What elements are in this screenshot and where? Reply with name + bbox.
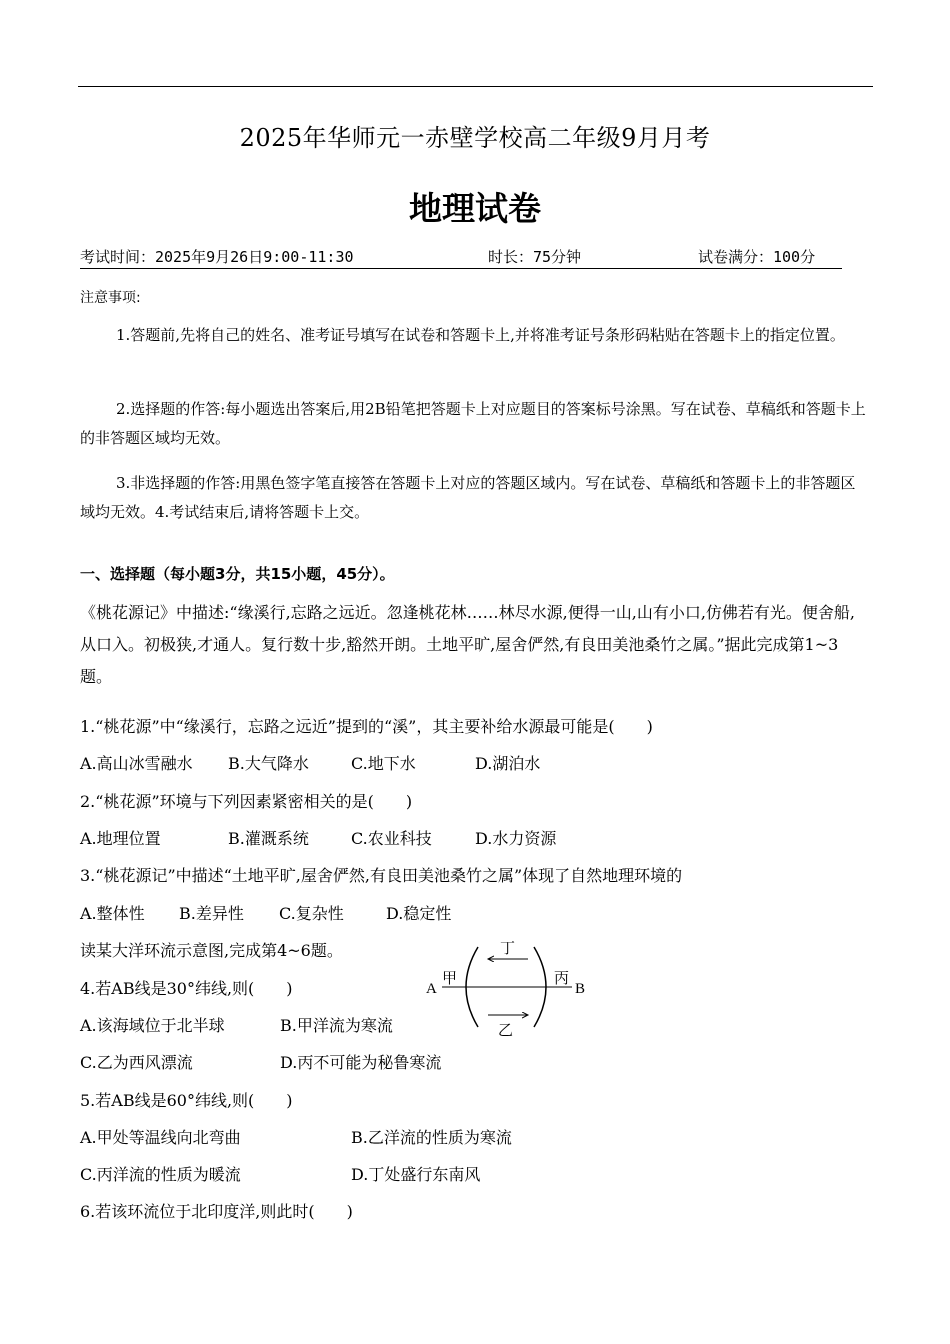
question-1-stem: 1.“桃花源”中“缘溪行，忘路之远近”提到的“溪”，其主要补给水源最可能是( ) xyxy=(80,717,653,736)
q3-option-c: C.复杂性 xyxy=(279,904,344,923)
q5-option-b: B.乙洋流的性质为寒流 xyxy=(351,1128,512,1147)
label-bing: 丙 xyxy=(554,971,570,987)
notice-heading: 注意事项: xyxy=(80,290,141,306)
q3-option-d: D.稳定性 xyxy=(386,904,452,923)
top-rule xyxy=(78,86,873,87)
exam-title: 2025年华师元一赤壁学校高二年级9月月考 xyxy=(239,124,711,152)
q5-option-d: D.丁处盛行东南风 xyxy=(351,1165,481,1184)
q1-option-d: D.湖泊水 xyxy=(475,754,541,773)
ocean-circulation-diagram xyxy=(420,935,600,1045)
question-3-stem: 3.“桃花源记”中描述“土地平旷,屋舍俨然,有良田美池桑竹之属”体现了自然地理环境的 xyxy=(80,866,683,885)
subject-title: 地理试卷 xyxy=(409,189,541,228)
q2-option-d: D.水力资源 xyxy=(475,829,557,848)
q3-option-b: B.差异性 xyxy=(179,904,244,923)
intro-questions-4-6: 读某大洋环流示意图,完成第4~6题。 xyxy=(80,941,343,960)
label-b: B xyxy=(575,981,586,997)
label-ding: 丁 xyxy=(500,941,516,957)
label-jia: 甲 xyxy=(442,971,458,987)
notice-item-1: 1.答题前,先将自己的姓名、准考证号填写在试卷和答题卡上,并将准考证号条形码粘贴在答题卡上的指定位置。 xyxy=(116,326,845,344)
question-2-stem: 2.“桃花源”环境与下列因素紧密相关的是( ) xyxy=(80,792,413,811)
exam-info-line xyxy=(80,246,842,269)
exam-duration: 时长：75分钟 xyxy=(488,248,582,266)
q4-option-b: B.甲洋流为寒流 xyxy=(280,1016,393,1035)
label-a: A xyxy=(426,981,437,997)
notice-item-3: 3.非选择题的作答:用黑色签字笔直接答在答题卡上对应的答题区域内。写在试卷、草稿纸和答题卡上的非答题区域均无效。4.考试结束后,请将答题卡上交。 xyxy=(80,474,856,521)
q1-option-c: C.地下水 xyxy=(351,754,416,773)
q5-option-a: A.甲处等温线向北弯曲 xyxy=(80,1128,241,1147)
q4-option-c: C.乙为西风漂流 xyxy=(80,1053,193,1072)
q4-option-a: A.该海域位于北半球 xyxy=(80,1016,225,1035)
q2-option-c: C.农业科技 xyxy=(351,829,432,848)
full-score: 试卷满分：100分 xyxy=(698,248,816,266)
q4-option-d: D.丙不可能为秘鲁寒流 xyxy=(280,1053,442,1072)
notice-item-2: 2.选择题的作答:每小题选出答案后,用2B铅笔把答题卡上对应题目的答案标号涂黑。写在试卷、草稿纸和答题卡上的非答题区域均无效。 xyxy=(80,400,866,447)
q3-option-a: A.整体性 xyxy=(80,904,145,923)
q1-option-a: A.高山冰雪融水 xyxy=(80,754,193,773)
label-yi: 乙 xyxy=(498,1023,514,1039)
q5-option-c: C.丙洋流的性质为暖流 xyxy=(80,1165,241,1184)
question-6-stem: 6.若该环流位于北印度洋,则此时( ) xyxy=(80,1202,353,1221)
passage-taohuayuan: 《桃花源记》中描述:“缘溪行,忘路之远近。忽逢桃花林……林尽水源,便得一山,山有小口,仿佛若有光。便舍船,从口入。初极狭,才通人。复行数十步,豁然开朗。土地平旷,屋舍俨然,有良田美池桑竹之属。”据此完成第1~3题。 xyxy=(80,603,856,686)
q2-option-b: B.灌溉系统 xyxy=(228,829,309,848)
q1-option-b: B.大气降水 xyxy=(228,754,309,773)
question-4-stem: 4.若AB线是30°纬线,则( ) xyxy=(80,979,293,998)
section-heading: 一、选择题（每小题3分，共15小题，45分）。 xyxy=(80,565,395,583)
question-5-stem: 5.若AB线是60°纬线,则( ) xyxy=(80,1091,293,1110)
exam-time: 考试时间：2025年9月26日9:00-11:30 xyxy=(80,248,354,266)
q2-option-a: A.地理位置 xyxy=(80,829,161,848)
